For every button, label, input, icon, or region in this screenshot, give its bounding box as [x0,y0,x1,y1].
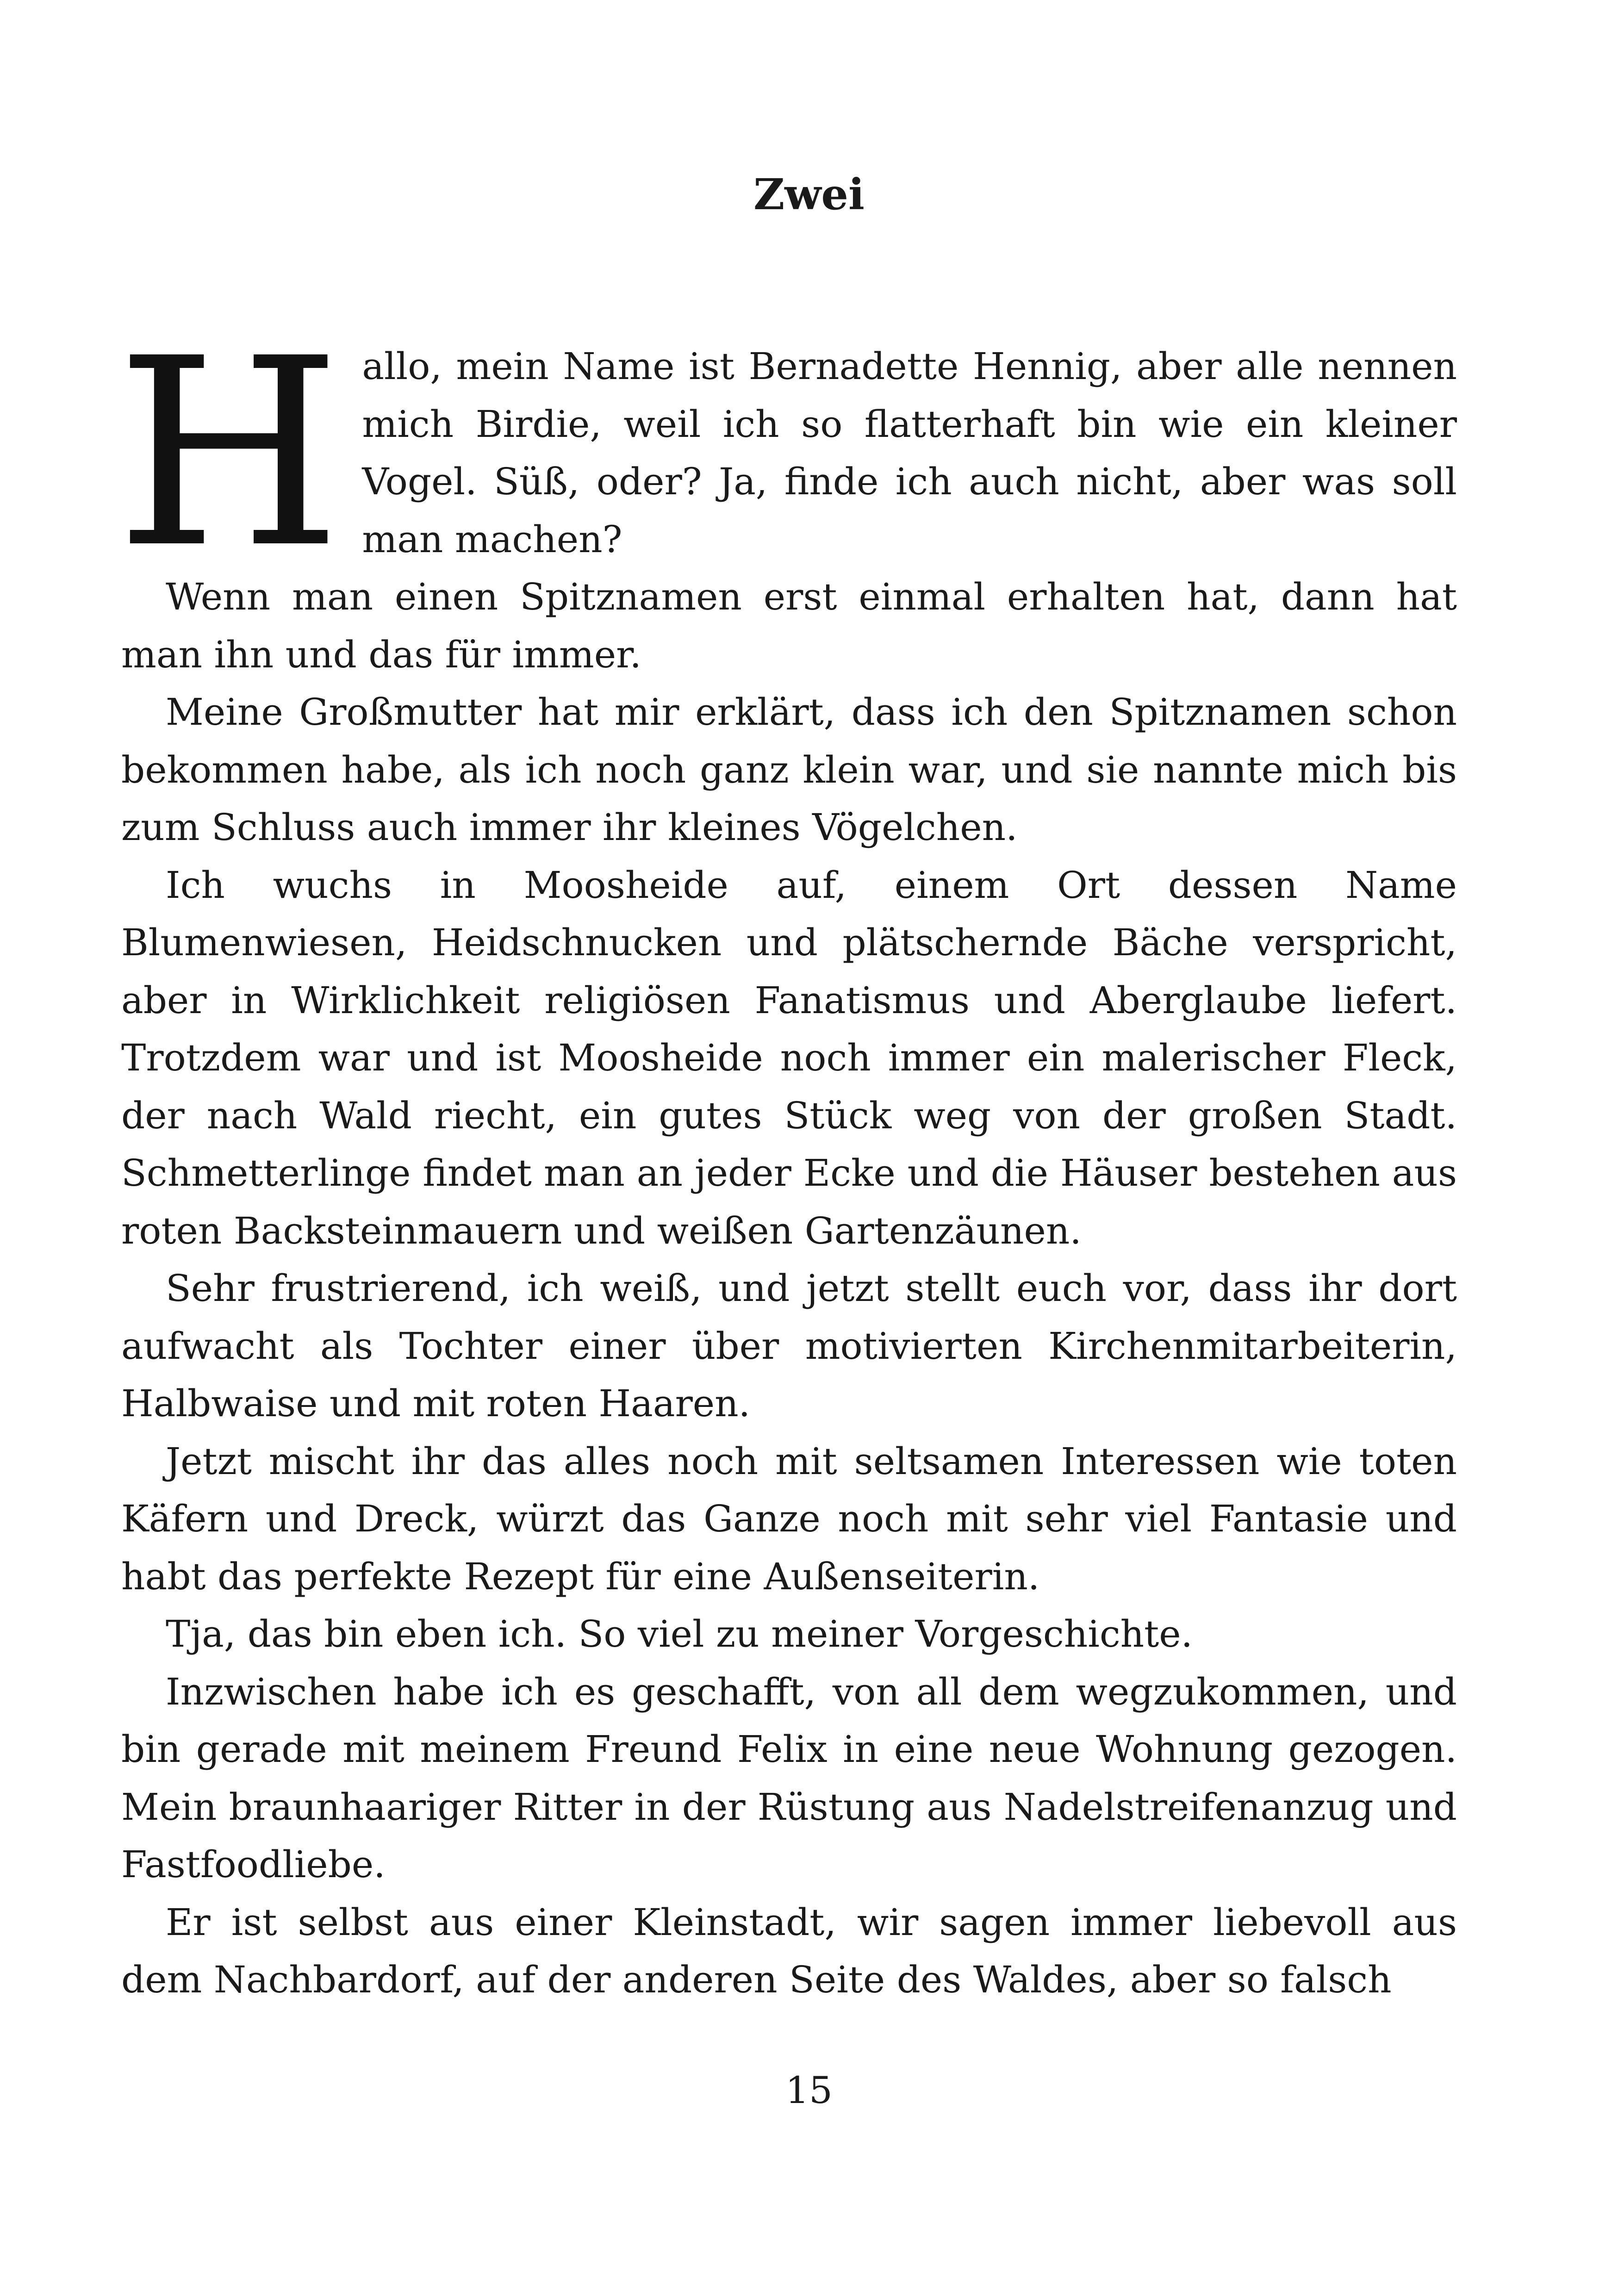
paragraph-5: Sehr frustrierend, ich weiß, und jetzt stellt euch vor, dass ihr dort aufwacht als Tochter einer über motivierten Kirchenmitarbeiterin, Halbwaise und mit roten Haaren. [121,1267,1457,1425]
paragraph-6: Jetzt mischt ihr das alles noch mit seltsamen Interessen wie toten Käfern und Dreck, würzt das Ganze noch mit sehr viel Fantasie und habt das perfekte Rezept für eine Außenseiterin. [121,1439,1457,1598]
paragraph-1-text: allo, mein Name ist Bernadette Hennig, aber alle nennen mich Birdie, weil ich so flatterhaft bin wie ein kleiner Vogel. Süß, oder? Ja, finde ich auch nicht, aber was soll man machen? [362,345,1457,561]
paragraph-1 [116,303,1457,605]
paragraph-4: Ich wuchs in Moosheide auf, einem Ort dessen Name Blumenwiesen, Heidschnucken und plätschernde Bäche verspricht, aber in Wirklichkeit religiösen Fanatismus und Aberglaube liefert. Trotzdem war und ist Moosheide noch immer ein malerischer Fleck, der nach Wald riecht, ein gutes Stück weg von der großen Stadt. Schmetterlinge findet man an jeder Ecke und die Häuser bestehen aus roten Backsteinmauern und weißen Gartenzäunen. [121,863,1457,1252]
paragraph-2: Wenn man einen Spitznamen erst einmal erhalten hat, dann hat man ihn und das für immer. [121,575,1457,676]
paragraph-7: Tja, das bin eben ich. So viel zu meiner Vorgeschichte. [166,1612,1193,1655]
chapter-title: Zwei [753,169,865,219]
paragraph-8: Inzwischen habe ich es geschafft, von all dem wegzukommen, und bin gerade mit meinem Freund Felix in eine neue Wohnung gezogen. Mein braunhaariger Ritter in der Rüstung aus Nadelstreifenanzug und Fastfoodliebe. [121,1670,1457,1886]
paragraph-9: Er ist selbst aus einer Kleinstadt, wir sagen immer liebevoll aus dem Nachbardorf, auf der anderen Seite des Waldes, aber so falsch [121,1900,1457,2001]
body-text [116,303,1457,2009]
page-number: 15 [785,2069,833,2112]
paragraph-3: Meine Großmutter hat mir erklärt, dass ich den Spitznamen schon bekommen habe, als ich noch ganz klein war, und sie nannte mich bis zum Schluss auch immer ihr kleines Vögelchen. [121,691,1457,849]
drop-cap: H [116,303,342,605]
